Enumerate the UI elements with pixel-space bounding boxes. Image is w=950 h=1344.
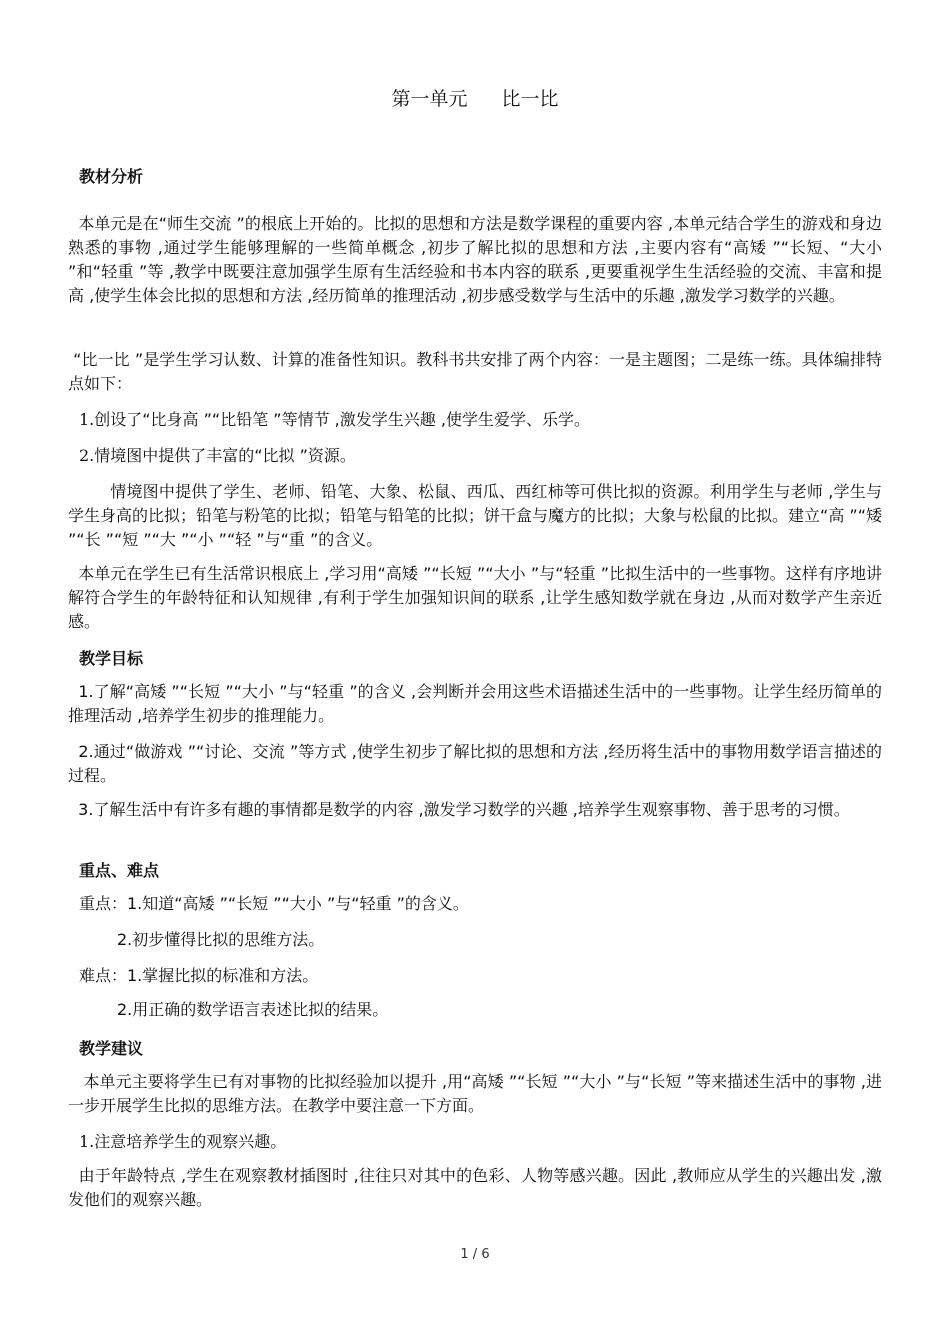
list-number: 2.	[79, 446, 95, 465]
difficulty-2: 2.用正确的数学语言表述比拟的结果。	[117, 1000, 389, 1019]
key-point-1: 重点：1.知道“高矮 ”“长短 ”“大小 ”与“轻重 ”的含义。	[79, 894, 469, 913]
analysis-list-item-1	[79, 408, 590, 432]
list-number: 1.	[79, 410, 95, 429]
difficulty-1: 难点：1.掌握比拟的标准和方法。	[79, 966, 319, 985]
list-text: 情境图中提供了丰富的“比拟 ”资源。	[94, 446, 356, 465]
heading-analysis: 教材分析	[79, 167, 144, 186]
analysis-paragraph-2: “比一比 ”是学生学习认数、计算的准备性知识。教科书共安排了两个内容：一是主题图；二是练一练。具体编排特点如下：	[68, 350, 882, 393]
analysis-paragraph-3: 情境图中提供了学生、老师、铅笔、大象、松鼠、西瓜、西红柿等可供比拟的资源。利用学生与老师 ,学生与学生身高的比拟；铅笔与粉笔的比拟；铅笔与铅笔的比拟；饼干盒与魔方的比拟；大象与松鼠的比拟。建立“高 ”“矮 ”“长 ”“短 ”“大 ”“小 ”“轻 ”与“重 ”的含义。	[68, 482, 888, 549]
heading-advice: 教学建议	[79, 1039, 144, 1058]
title-topic: 比一比	[501, 88, 559, 110]
analysis-list-item-2	[79, 444, 356, 468]
analysis-paragraph-1: 本单元是在“师生交流 ”的根底上开始的。比拟的思想和方法是数学课程的重要内容 ,本单元结合学生的游戏和身边熟悉的事物 ,通过学生能够理解的一些简单概念 ,初步了解比拟的思想和方法 ,主要内容有“高矮 ”“长短、“大小 ”和“轻重 ”等 ,教学中既要注意加强学生原有生活经验和书本内容的联系 ,更要重视学生生活经验的交流、丰富和提高 ,使学生体会比拟的思想和方法 ,经历简单的推理活动 ,初步感受数学与生活中的乐趣 ,激发学习数学的兴趣。	[68, 214, 888, 305]
list-text: 注意培养学生的观察兴趣。	[94, 1132, 287, 1151]
key-point-2: 2.初步懂得比拟的思维方法。	[117, 930, 325, 949]
goal-2: 2.通过“做游戏 ”“讨论、交流 ”等方式 ,使学生初步了解比拟的思想和方法 ,经历将生活中的事物用数学语言描述的过程。	[68, 742, 882, 785]
page-number: 1 / 6	[460, 1247, 490, 1262]
goal-1: 1.了解“高矮 ”“长短 ”“大小 ”与“轻重 ”的含义 ,会判断并会用这些术语描述生活中的一些事物。让学生经历简单的推理活动 ,培养学生初步的推理能力。	[68, 682, 882, 725]
heading-goals: 教学目标	[79, 649, 144, 668]
list-text: 创设了“比身高 ”“比铅笔 ”等情节 ,激发学生兴趣 ,使学生爱学、乐学。	[94, 410, 590, 429]
advice-list-item-1	[79, 1130, 286, 1154]
advice-paragraph-2: 由于年龄特点 ,学生在观察教材插图时 ,往往只对其中的色彩、人物等感兴趣。因此 ,教师应从学生的兴趣出发 ,激发他们的观察兴趣。	[68, 1166, 882, 1209]
list-number: 1.	[79, 1132, 95, 1151]
goal-3: 3.了解生活中有许多有趣的事情都是数学的内容 ,激发学习数学的兴趣 ,培养学生观察事物、善于思考的习惯。	[68, 800, 850, 819]
title-unit: 第一单元	[391, 88, 468, 110]
advice-paragraph-1: 本单元主要将学生已有对事物的比拟经验加以提升 ,用“高矮 ”“长短 ”“大小 ”与“长短 ”等来描述生活中的事物 ,进一步开展学生比拟的思维方法。在教学中要注意一下方面。	[68, 1072, 882, 1115]
page-title	[0, 84, 950, 111]
analysis-paragraph-4: 本单元在学生已有生活常识根底上 ,学习用“高矮 ”“长短 ”“大小 ”与“轻重 ”比拟生活中的一些事物。这样有序地讲解符合学生的年龄特征和认知规律 ,有利于学生加强知识间的联系 ,让学生感知数学就在身边 ,从而对数学产生亲近感。	[68, 564, 882, 631]
heading-key-points: 重点、难点	[79, 861, 160, 880]
